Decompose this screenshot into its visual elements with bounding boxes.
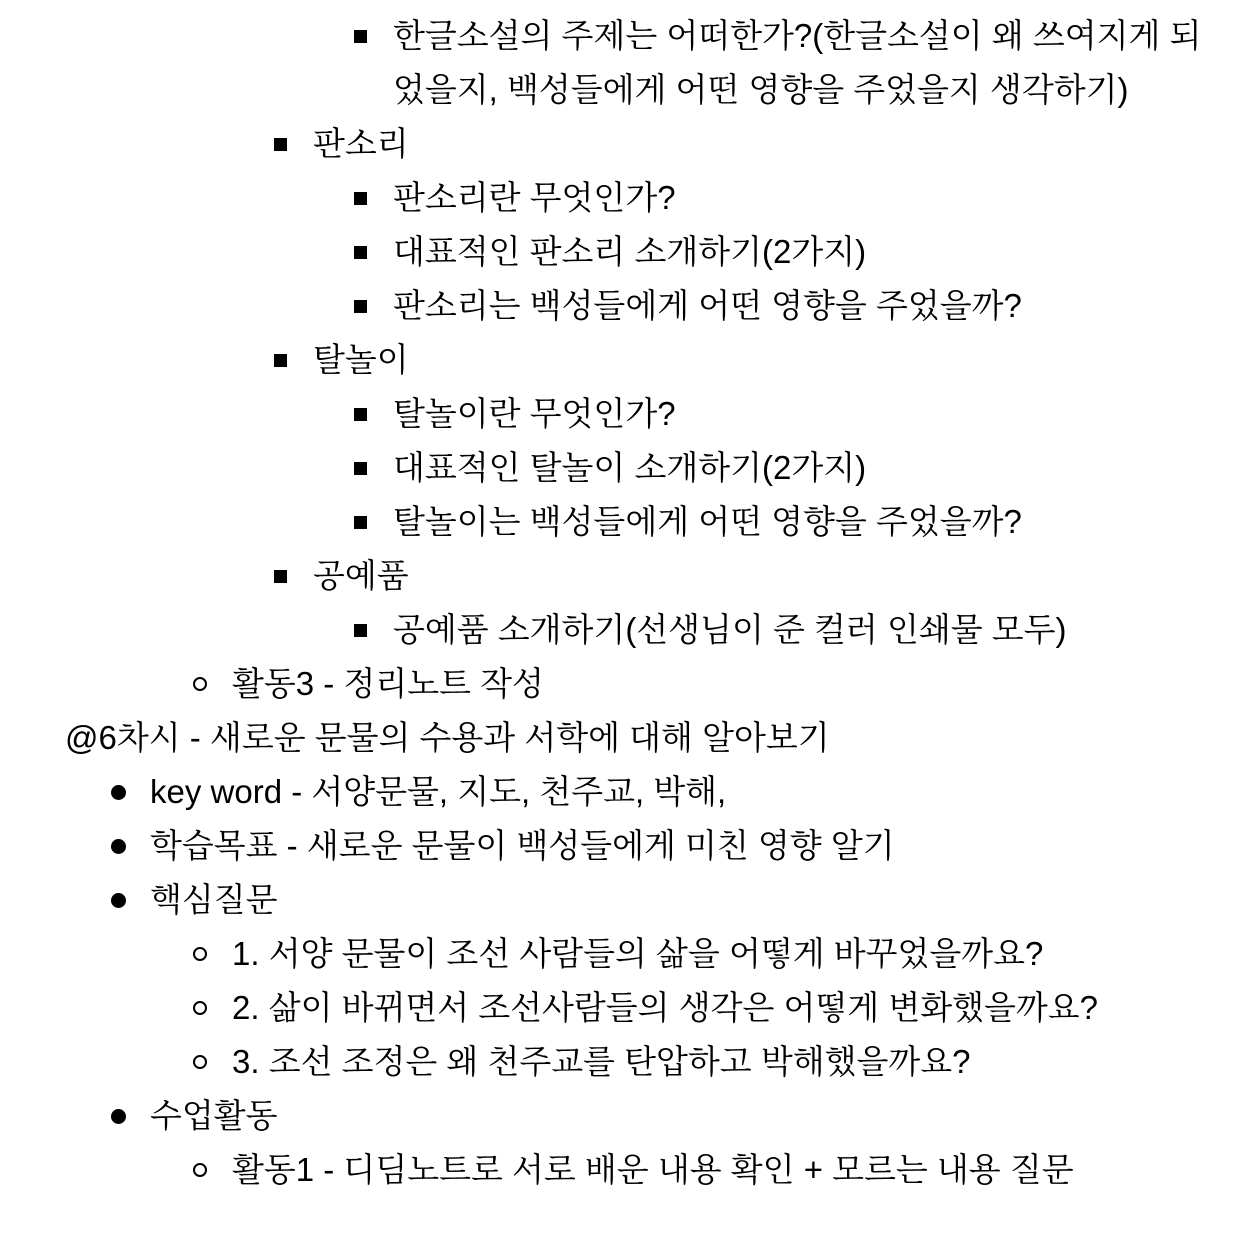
list-item — [0, 765, 1228, 819]
square-bullet-icon — [274, 570, 287, 583]
list-item-text: 대표적인 판소리 소개하기(2가지) — [393, 233, 867, 270]
list-item-text: 판소리란 무엇인가? — [393, 179, 676, 216]
list-item-text: 활동3 - 정리노트 작성 — [232, 665, 544, 702]
square-bullet-icon — [354, 408, 367, 421]
list-item — [0, 117, 1228, 171]
square-bullet-icon — [354, 30, 367, 43]
list-item-text: 1. 서양 문물이 조선 사람들의 삶을 어떻게 바꾸었을까요? — [232, 935, 1044, 972]
list-item-text: @6차시 - 새로운 문물의 수용과 서학에 대해 알아보기 — [65, 719, 830, 756]
square-bullet-icon — [354, 462, 367, 475]
list-item — [0, 333, 1228, 387]
circle-bullet-icon — [193, 1163, 207, 1177]
square-bullet-icon — [354, 624, 367, 637]
square-bullet-icon — [274, 354, 287, 367]
list-item — [0, 1089, 1228, 1143]
list-item-text: 한글소설의 주제는 어떠한가?(한글소설이 왜 쓰여지게 되었을지, 백성들에게 어떤 영향을 주었을지 생각하기) — [393, 17, 1202, 108]
square-bullet-icon — [354, 246, 367, 259]
square-bullet-icon — [274, 138, 287, 151]
list-item — [0, 981, 1228, 1035]
list-item-text: 탈놀이 — [313, 341, 409, 378]
list-item — [0, 1035, 1228, 1089]
square-bullet-icon — [354, 300, 367, 313]
list-item — [0, 225, 1228, 279]
list-item-text: 활동1 - 디딤노트로 서로 배운 내용 확인 + 모르는 내용 질문 — [232, 1151, 1074, 1188]
circle-bullet-icon — [193, 1055, 207, 1069]
disc-bullet-icon — [111, 893, 126, 908]
list-item-text: 탈놀이란 무엇인가? — [393, 395, 676, 432]
list-item-text: 판소리는 백성들에게 어떤 영향을 주었을까? — [393, 287, 1022, 324]
list-item — [0, 873, 1228, 927]
list-item — [0, 549, 1228, 603]
circle-bullet-icon — [193, 677, 207, 691]
circle-bullet-icon — [193, 1001, 207, 1015]
disc-bullet-icon — [111, 785, 126, 800]
disc-bullet-icon — [111, 1109, 126, 1124]
list-item — [0, 1143, 1228, 1197]
list-item — [0, 657, 1228, 711]
list-item — [0, 819, 1228, 873]
list-item — [0, 927, 1228, 981]
disc-bullet-icon — [111, 839, 126, 854]
list-item-text: 수업활동 — [150, 1097, 278, 1134]
circle-bullet-icon — [193, 947, 207, 961]
list-item — [0, 387, 1228, 441]
list-item-text: 2. 삶이 바뀌면서 조선사람들의 생각은 어떻게 변화했을까요? — [232, 989, 1098, 1026]
square-bullet-icon — [354, 516, 367, 529]
list-item — [0, 171, 1228, 225]
list-item — [0, 711, 1228, 765]
list-item-text: 공예품 — [313, 557, 409, 594]
list-item — [0, 441, 1228, 495]
list-item-text: 핵심질문 — [150, 881, 278, 918]
list-item — [0, 9, 1228, 117]
list-item — [0, 279, 1228, 333]
list-item-text: key word - 서양문물, 지도, 천주교, 박해, — [150, 773, 727, 810]
list-item-text: 판소리 — [313, 125, 409, 162]
list-item-text: 탈놀이는 백성들에게 어떤 영향을 주었을까? — [393, 503, 1022, 540]
list-item-text: 3. 조선 조정은 왜 천주교를 탄압하고 박해했을까요? — [232, 1043, 971, 1080]
list-item-text: 학습목표 - 새로운 문물이 백성들에게 미친 영향 알기 — [150, 827, 895, 864]
list-item-text: 공예품 소개하기(선생님이 준 컬러 인쇄물 모두) — [393, 611, 1067, 648]
list-item-text: 대표적인 탈놀이 소개하기(2가지) — [393, 449, 867, 486]
list-item — [0, 603, 1228, 657]
list-item — [0, 495, 1228, 549]
square-bullet-icon — [354, 192, 367, 205]
